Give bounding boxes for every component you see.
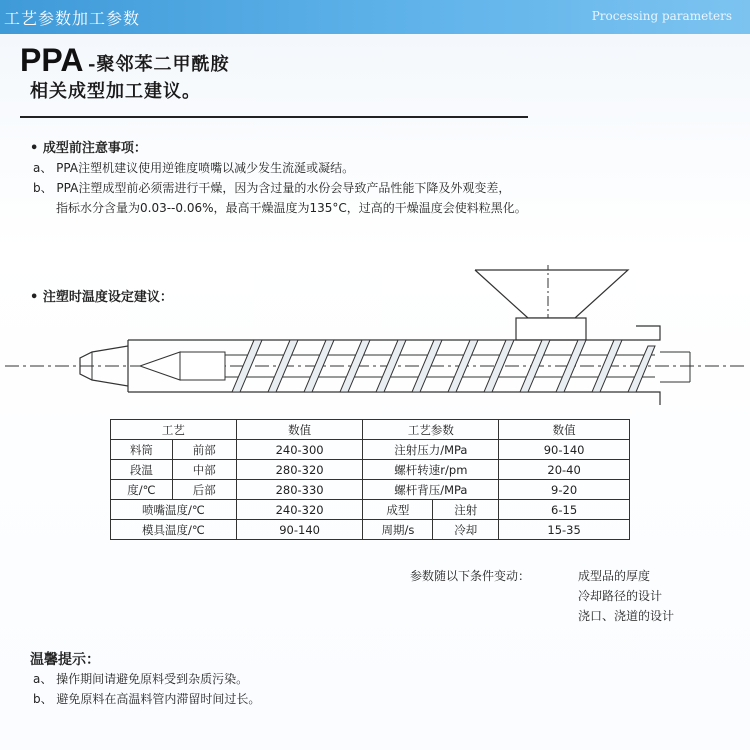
table-header-cell: 数值 xyxy=(236,420,363,440)
table-header-cell: 数值 xyxy=(499,420,630,440)
table-cell: 后部 xyxy=(172,480,236,500)
table-row xyxy=(111,480,630,500)
change-condition-item: 浇口、浇道的设计 xyxy=(578,609,675,623)
table-cell: 冷却 xyxy=(433,520,499,540)
table-header-cell: 工艺 xyxy=(111,420,237,440)
pre-molding-item-b-cont: 指标水分含量为0.03--0.06%，最高干燥温度为135°C，过高的干燥温度会使料粒黑化。 xyxy=(56,201,527,215)
table-header-cell: 工艺参数 xyxy=(363,420,499,440)
tips-heading: 温馨提示： xyxy=(30,652,100,668)
table-cell: 9-20 xyxy=(499,480,630,500)
table-cell: 280-320 xyxy=(236,460,363,480)
table-cell: 中部 xyxy=(172,460,236,480)
pre-molding-item-b: b、 PPA注塑成型前必须需进行干燥，因为含过量的水份会导致产品性能下降及外观变差， xyxy=(33,181,511,195)
table-cell: 料筒 xyxy=(111,440,173,460)
change-condition-item: 冷却路径的设计 xyxy=(578,589,663,603)
table-cell: 240-300 xyxy=(236,440,363,460)
table-row xyxy=(111,500,630,520)
table-cell: 前部 xyxy=(172,440,236,460)
pre-molding-item-a: a、 PPA注塑机建议使用逆锥度喷嘴以减少发生流涎或凝结。 xyxy=(33,161,355,175)
banner-title: 工艺参数加工参数 xyxy=(4,9,141,28)
banner-subtitle: Processing parameters xyxy=(591,9,732,23)
table-cell: 注射 xyxy=(433,500,499,520)
change-conditions-label: 参数随以下条件变动： xyxy=(410,569,531,583)
table-cell: 螺杆转速r/pm xyxy=(363,460,499,480)
table-cell: 280-330 xyxy=(236,480,363,500)
table-cell: 周期/s xyxy=(363,520,433,540)
change-condition-item: 成型品的厚度 xyxy=(578,569,651,583)
table-cell: 90-140 xyxy=(236,520,363,540)
table-cell: 段温 xyxy=(111,460,173,480)
table-row xyxy=(111,460,630,480)
title-material-name: -聚邻苯二甲酰胺 xyxy=(88,54,230,75)
table-cell: 模具温度/℃ xyxy=(111,520,237,540)
table-cell: 成型 xyxy=(363,500,433,520)
table-cell: 度/℃ xyxy=(111,480,173,500)
injection-screw-diagram xyxy=(0,265,750,405)
temp-section-heading: • 注塑时温度设定建议： xyxy=(30,290,173,305)
title-divider xyxy=(20,116,528,118)
table-row xyxy=(111,420,630,440)
table-cell: 6-15 xyxy=(499,500,630,520)
processing-parameters-table xyxy=(110,419,630,540)
table-cell: 注射压力/MPa xyxy=(363,440,499,460)
title-subtitle: 相关成型加工建议。 xyxy=(30,81,201,102)
tips-item-b: b、 避免原料在高温料管内滞留时间过长。 xyxy=(33,692,261,706)
table-cell: 90-140 xyxy=(499,440,630,460)
table-cell: 240-320 xyxy=(236,500,363,520)
table-row xyxy=(111,520,630,540)
tips-item-a: a、 操作期间请避免原料受到杂质污染。 xyxy=(33,672,249,686)
table-cell: 螺杆背压/MPa xyxy=(363,480,499,500)
table-cell: 20-40 xyxy=(499,460,630,480)
header-banner xyxy=(0,0,750,34)
table-cell: 15-35 xyxy=(499,520,630,540)
pre-molding-heading: • 成型前注意事项： xyxy=(30,141,147,156)
table-row xyxy=(111,440,630,460)
title-ppa: PPA xyxy=(20,42,84,78)
table-cell: 喷嘴温度/℃ xyxy=(111,500,237,520)
